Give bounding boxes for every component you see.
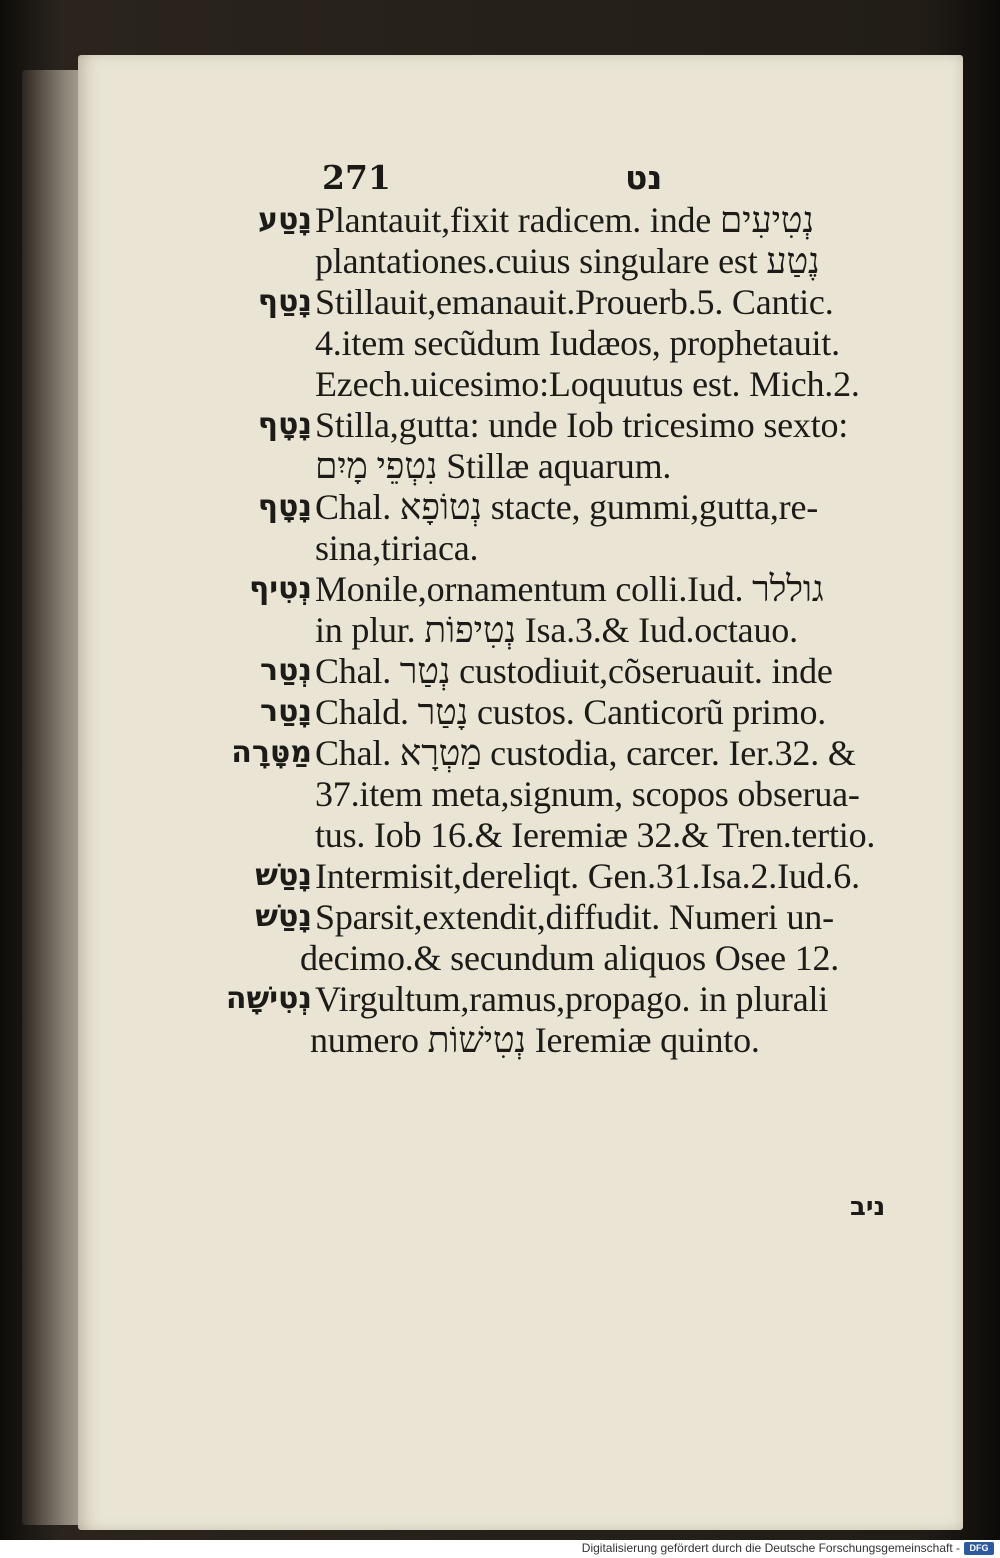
entry-line: Ezech.uicesimo:Loquutus est. Mich.2. xyxy=(315,364,860,404)
entry-line: Plantauit,fixit radicem. inde נְטִיעִים xyxy=(315,200,814,240)
entry-line: 37.item meta,signum, scopos obserua- xyxy=(315,774,860,814)
entry-line: tus. Iob 16.& Ieremiæ 32.& Tren.tertio. xyxy=(315,815,876,855)
entry-line: Virgultum,ramus,propago. in plurali xyxy=(315,979,829,1019)
entry-line: numero נְטִישׁוֹת Ieremiæ quinto. xyxy=(310,1020,760,1060)
entry-line: Stillauit,emanauit.Prouerb.5. Cantic. xyxy=(315,282,834,322)
entry-line: נִטְפֵי מָיִם Stillæ aquarum. xyxy=(315,446,672,486)
headword-hebrew: נְטִישָׁה xyxy=(225,981,312,1016)
dfg-logo: DFG xyxy=(964,1542,994,1555)
entry-line: Intermisit,dereliqt. Gen.31.Isa.2.Iud.6. xyxy=(315,856,860,896)
page-number: 271 xyxy=(322,158,391,197)
entry-line: 4.item secũdum Iudæos, prophetauit. xyxy=(315,323,840,363)
headword-hebrew: נָטַשׁ xyxy=(255,858,312,893)
entry-line: Chal. נְטוֹפָא stacte, gummi,gutta,re- xyxy=(315,487,819,527)
headword-hebrew: נְטִיף xyxy=(248,571,312,606)
entry-line: Chal. נְטַר custodiuit,cõseruauit. inde xyxy=(315,651,833,691)
headword-hebrew: נָטָף xyxy=(257,407,312,442)
entry-line: Stilla,gutta: unde Iob tricesimo sexto: xyxy=(315,405,849,445)
headword-hebrew: נְטַר xyxy=(259,653,312,688)
headword-hebrew: נָטַע xyxy=(258,202,312,237)
entry-line: plantationes.cuius singulare est נֶטַע xyxy=(315,241,820,281)
entry-line: Chal. מַטְרָא custodia, carcer. Ier.32. & xyxy=(315,733,856,773)
running-head: נט xyxy=(625,158,663,197)
footer-bar xyxy=(0,1540,1000,1558)
footer-credit: Digitalisierung gefördert durch die Deutsche Forschungsgemeinschaft - xyxy=(581,1541,960,1555)
entry-line: decimo.& secundum aliquos Osee 12. xyxy=(300,938,840,978)
headword-hebrew: נָטָף xyxy=(257,489,312,524)
entry-line: Sparsit,extendit,diffudit. Numeri un- xyxy=(315,897,834,937)
entry-line: sina,tiriaca. xyxy=(315,528,479,568)
headword-hebrew: מַטָּרָה xyxy=(231,735,312,770)
entry-line: Chald. נָטַר custos. Canticorũ primo. xyxy=(315,692,827,732)
headword-hebrew: נָטַר xyxy=(259,694,312,729)
headword-hebrew: נָטַשׁ xyxy=(255,899,312,934)
entry-line: Monile,ornamentum colli.Iud. גוללר xyxy=(315,569,824,609)
catchword: ניב xyxy=(850,1192,886,1222)
headword-hebrew: נָטַף xyxy=(257,284,312,319)
entry-line: in plur. נְטִיפוֹת Isa.3.& Iud.octauo. xyxy=(315,610,798,650)
